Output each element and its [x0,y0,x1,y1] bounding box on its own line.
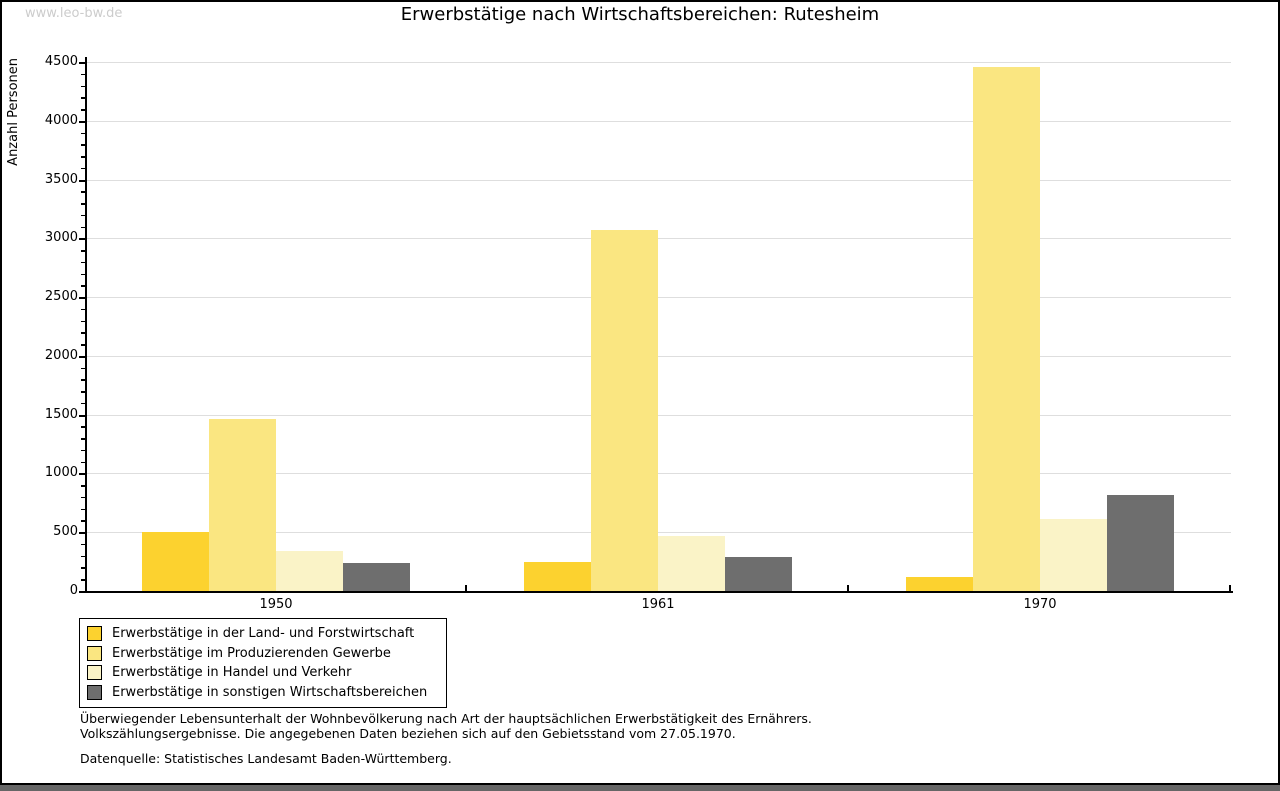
y-axis-line [85,57,87,593]
bar-1950-series2 [209,419,276,591]
footnote-line-1: Überwiegender Lebensunterhalt der Wohnbevölkerung nach Art der hauptsächlichen Erwerbstätigkeit des Ernährers. [80,711,812,726]
y-tick-label: 500 [53,524,78,540]
bar-1950-series3 [276,551,343,591]
bar-1950-series4 [343,563,410,591]
y-tick-label: 0 [69,583,78,598]
y-tick-label: 1500 [44,406,78,422]
legend-item-3 [87,663,438,683]
y-axis-title: Anzahl Personen [6,58,21,166]
x-axis-line [85,591,1233,593]
legend-swatch-icon [87,626,102,641]
y-tick-label: 2500 [44,289,78,305]
legend-item-2 [87,644,438,664]
grid-line [87,62,1231,63]
footnote-line-2: Volkszählungsergebnisse. Die angegebenen Daten beziehen sich auf den Gebietsstand vom 27.05.1970. [80,725,736,741]
grid-line [87,415,1231,416]
y-tick-label: 1000 [44,465,78,481]
bar-1970-series3 [1040,519,1107,591]
y-tick-label: 3500 [44,171,78,187]
legend-label: Erwerbstätige in sonstigen Wirtschaftsbereichen [112,684,428,700]
watermark: www.leo-bw.de [25,6,123,21]
x-axis-label: 1970 [1023,597,1057,612]
legend-swatch-icon [87,646,102,661]
bar-1961-series4 [725,557,792,591]
bar-1970-series1 [906,577,973,591]
legend-item-1 [87,624,438,644]
legend-swatch-icon [87,685,102,700]
grid-line [87,121,1231,122]
bar-1970-series4 [1107,495,1174,591]
legend-swatch-icon [87,665,102,680]
y-tick-label: 4000 [44,112,78,128]
bar-1970-series2 [973,67,1040,591]
bottom-strip [0,785,1280,791]
footnote-source: Datenquelle: Statistisches Landesamt Baden-Württemberg. [80,751,452,766]
chart-title: Erwerbstätige nach Wirtschaftsbereichen: Rutesheim [400,4,880,25]
grid-line [87,297,1231,298]
bar-1961-series2 [591,230,658,591]
legend-item-4 [87,683,438,703]
y-tick-label: 4500 [44,54,78,69]
grid-line [87,180,1231,181]
legend-label: Erwerbstätige im Produzierenden Gewerbe [112,645,391,661]
grid-line [87,238,1231,239]
bar-1961-series1 [524,562,591,591]
grid-line [87,356,1231,357]
legend-label: Erwerbstätige in der Land- und Forstwirtschaft [112,626,415,642]
x-axis-label: 1961 [641,597,675,612]
bar-1950-series1 [142,532,209,591]
bar-1961-series3 [658,536,725,591]
legend [79,618,447,708]
y-tick-label: 3000 [44,230,78,246]
legend-label: Erwerbstätige in Handel und Verkehr [112,665,352,681]
x-axis-label: 1950 [259,597,293,612]
y-tick-label: 2000 [44,347,78,363]
